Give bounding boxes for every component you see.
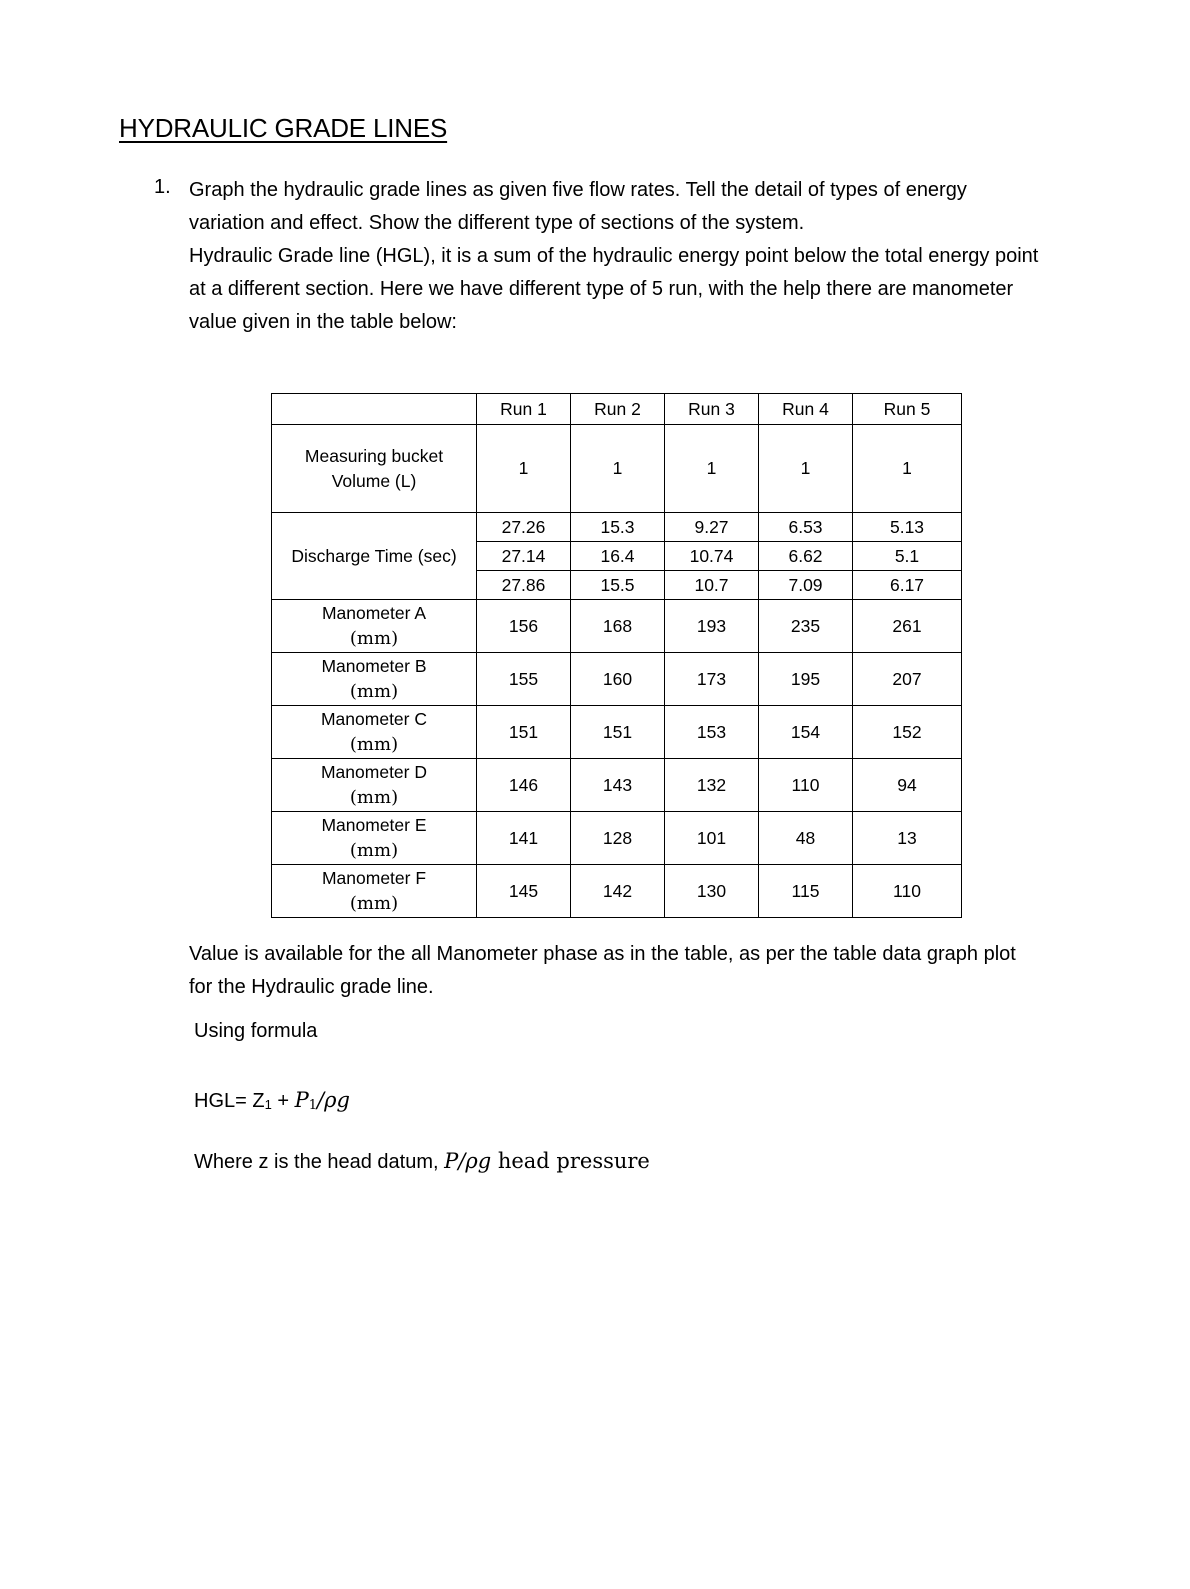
table-row (272, 812, 962, 865)
table-header-row (272, 394, 962, 425)
table-cell: 235 (759, 600, 853, 653)
table-cell: 6.62 (759, 542, 853, 571)
table-cell: 13 (853, 812, 962, 865)
table-cell: 7.09 (759, 571, 853, 600)
table-cell: 10.7 (665, 571, 759, 600)
table-cell: 1 (665, 425, 759, 513)
table-row (272, 706, 962, 759)
table-cell: 130 (665, 865, 759, 918)
table-cell: 16.4 (571, 542, 665, 571)
table-row (272, 513, 962, 542)
intro-line: at a different section. Here we have different type of 5 run, with the help there are manometer (189, 278, 1014, 300)
row-label-line: Manometer C (320, 709, 427, 729)
table-cell: 154 (759, 706, 853, 759)
using-formula-text: Using formula (194, 1020, 318, 1042)
table-cell: 27.14 (477, 542, 571, 571)
table-cell: 195 (759, 653, 853, 706)
row-label-unit: (mm) (349, 893, 399, 914)
intro-line: value given in the table below: (189, 311, 457, 333)
table-cell: 151 (477, 706, 571, 759)
table-cell: 160 (571, 653, 665, 706)
table-cell: 143 (571, 759, 665, 812)
paragraph-line: for the Hydraulic grade line. (189, 976, 434, 998)
where-statement (194, 1149, 650, 1174)
row-label-unit: (mm) (349, 734, 399, 755)
row-label (272, 812, 477, 865)
table-cell: 152 (853, 706, 962, 759)
row-label-line: Manometer D (320, 762, 427, 782)
row-label-line: Manometer B (321, 656, 427, 676)
row-label-unit: (mm) (349, 681, 399, 702)
table-cell: 1 (759, 425, 853, 513)
table-cell: 141 (477, 812, 571, 865)
table-cell: 207 (853, 653, 962, 706)
table-row (272, 759, 962, 812)
table-cell: 261 (853, 600, 962, 653)
table-cell: 132 (665, 759, 759, 812)
row-label (272, 865, 477, 918)
table-cell: 142 (571, 865, 665, 918)
table-cell: 193 (665, 600, 759, 653)
table-cell: 151 (571, 706, 665, 759)
table-cell: 153 (665, 706, 759, 759)
table-cell: 94 (853, 759, 962, 812)
table-cell: 156 (477, 600, 571, 653)
column-header: Run 4 (759, 394, 853, 425)
table-row (272, 425, 962, 513)
row-label-unit: (mm) (349, 628, 399, 649)
formula-plus: + (271, 1090, 295, 1112)
row-label (272, 653, 477, 706)
table-cell: 128 (571, 812, 665, 865)
row-label-unit: (mm) (349, 787, 399, 808)
table-cell: 27.26 (477, 513, 571, 542)
table-cell: 1 (853, 425, 962, 513)
intro-paragraph (189, 174, 1119, 339)
row-label-line: Measuring bucket (304, 445, 444, 466)
table-row (272, 865, 962, 918)
row-label (272, 759, 477, 812)
table-cell: 27.86 (477, 571, 571, 600)
intro-line: Hydraulic Grade line (HGL), it is a sum of the hydraulic energy point below the total energy point (189, 245, 1039, 267)
table-cell: 48 (759, 812, 853, 865)
table-cell: 1 (571, 425, 665, 513)
where-text: Where z is the head datum, (194, 1151, 445, 1173)
table-cell: 110 (853, 865, 962, 918)
table-cell: 101 (665, 812, 759, 865)
intro-line: variation and effect. Show the different type of sections of the system. (189, 212, 805, 234)
row-label (272, 425, 477, 513)
column-header: Run 3 (665, 394, 759, 425)
formula-subscript: 1 (308, 1098, 318, 1113)
table-cell: 145 (477, 865, 571, 918)
table-cell: 115 (759, 865, 853, 918)
formula-subscript: 1 (264, 1097, 272, 1112)
row-label-unit: (mm) (349, 840, 399, 861)
hgl-formula (194, 1088, 350, 1113)
table-row (272, 653, 962, 706)
paragraph-line: Value is available for the all Manometer phase as in the table, as per the table data graph plot (189, 943, 1016, 965)
row-label (272, 706, 477, 759)
table-cell: 5.13 (853, 513, 962, 542)
list-number: 1. (154, 176, 171, 198)
column-header: Run 5 (853, 394, 962, 425)
manometer-data-table (271, 393, 962, 918)
table-cell: 6.17 (853, 571, 962, 600)
table-cell: 15.3 (571, 513, 665, 542)
table-cell: 10.74 (665, 542, 759, 571)
table-cell: 173 (665, 653, 759, 706)
table-cell: 168 (571, 600, 665, 653)
intro-line: Graph the hydraulic grade lines as given five flow rates. Tell the detail of types of energy (189, 179, 967, 201)
table-cell: 5.1 (853, 542, 962, 571)
page-title: HYDRAULIC GRADE LINES (119, 113, 448, 143)
where-tail: head pressure (491, 1149, 650, 1173)
row-label-line: Manometer A (321, 603, 427, 623)
table-cell: 110 (759, 759, 853, 812)
table-row (272, 600, 962, 653)
column-header: Run 1 (477, 394, 571, 425)
formula-rest: /ρg (317, 1088, 350, 1112)
table-corner-cell (272, 394, 477, 425)
formula-lhs: HGL= Z (194, 1090, 265, 1112)
table-cell: 146 (477, 759, 571, 812)
row-label-line: Manometer F (321, 868, 427, 888)
table-cell: 155 (477, 653, 571, 706)
table-cell: 1 (477, 425, 571, 513)
table-cell: 15.5 (571, 571, 665, 600)
row-label (272, 600, 477, 653)
where-math: P/ρg (444, 1149, 492, 1173)
table-cell: 6.53 (759, 513, 853, 542)
row-label-line: Volume (L) (331, 470, 417, 491)
row-label-line: Manometer E (321, 815, 427, 835)
table-cell: 9.27 (665, 513, 759, 542)
after-table-paragraph (189, 938, 1109, 1004)
row-label: Discharge Time (sec) (272, 513, 477, 600)
column-header: Run 2 (571, 394, 665, 425)
formula-pressure-symbol: P (294, 1088, 309, 1112)
